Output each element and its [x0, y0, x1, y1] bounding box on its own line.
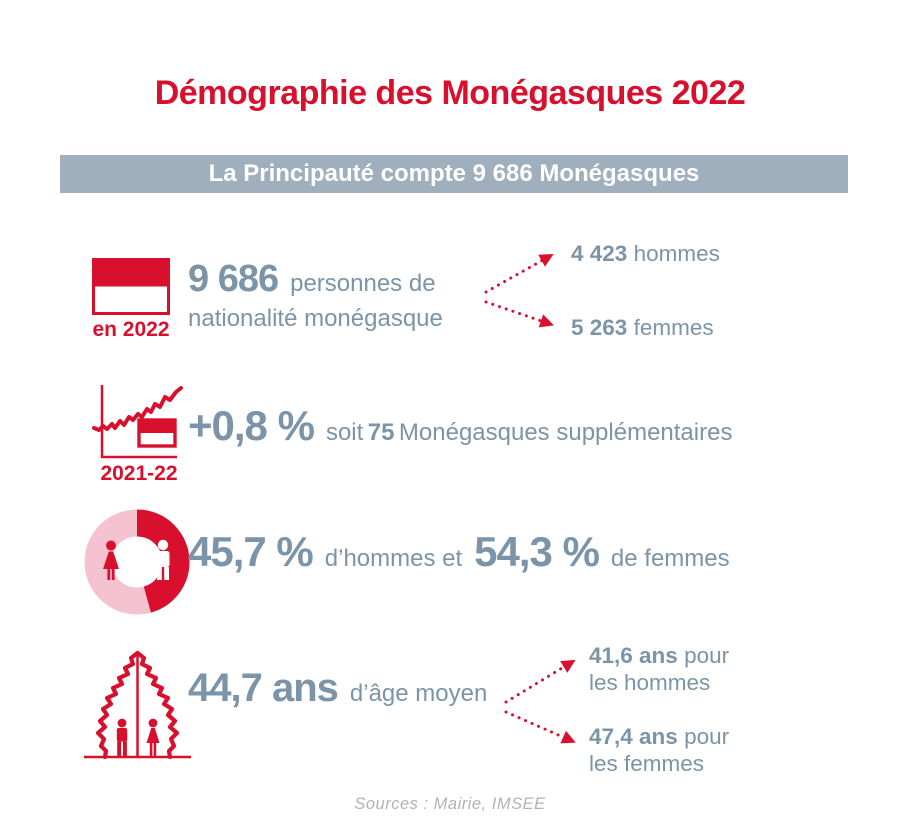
age-label: d’âge moyen — [349, 680, 488, 707]
gender-stat — [188, 528, 730, 576]
banner — [60, 155, 848, 193]
men-percent: 45,7 % — [188, 528, 313, 575]
population-label-1: personnes de — [290, 270, 436, 297]
population-stat — [188, 258, 443, 333]
population-split-arrows-icon — [478, 240, 573, 335]
women-count — [571, 315, 714, 342]
women-age-suffix: pour — [684, 724, 730, 749]
banner-text: La Principauté compte 9 686 Monégasques — [208, 160, 700, 187]
men-count-label: hommes — [633, 241, 720, 266]
age-split-arrows-icon — [498, 646, 593, 751]
arrow-to-women-age — [506, 712, 572, 741]
women-percent-label: de femmes — [610, 545, 730, 572]
women-count-label: femmes — [633, 315, 714, 340]
age-value: 44,7 ans — [188, 666, 338, 710]
page-title: Démographie des Monégasques 2022 — [154, 74, 746, 112]
pyramid-woman-icon — [147, 719, 160, 756]
growth-delta: 75 — [367, 419, 395, 446]
arrow-to-men — [486, 256, 550, 292]
population-value: 9 686 — [188, 258, 279, 300]
arrow-to-men-age — [506, 662, 572, 702]
pyramid-man-icon — [117, 719, 127, 756]
age-stat — [188, 666, 487, 711]
men-age — [589, 643, 729, 696]
monaco-flag-icon — [92, 258, 170, 315]
age-pyramid-icon — [80, 645, 195, 775]
men-count-value: 4 423 — [571, 241, 628, 266]
sources-note: Sources : Mairie, IMSEE — [354, 795, 546, 813]
men-age-line2: les hommes — [589, 669, 711, 695]
population-label-2: nationalité monégasque — [188, 305, 443, 332]
women-count-value: 5 263 — [571, 315, 628, 340]
women-age-value: 47,4 ans — [589, 724, 678, 749]
growth-text-after: Monégasques supplémentaires — [398, 419, 733, 446]
men-count — [571, 241, 720, 268]
growth-stat — [188, 402, 732, 450]
flag-caption: en 2022 — [92, 318, 170, 341]
growth-text-before: soit — [325, 419, 364, 446]
growth-value: +0,8 % — [188, 402, 314, 449]
men-percent-label: d’hommes et — [324, 545, 463, 572]
women-percent: 54,3 % — [474, 528, 599, 575]
men-age-value: 41,6 ans — [589, 643, 678, 668]
women-age-line2: les femmes — [589, 750, 705, 776]
gender-donut-chart — [84, 509, 190, 615]
arrow-to-women — [486, 302, 550, 324]
men-age-suffix: pour — [684, 643, 730, 668]
women-age — [589, 724, 729, 777]
growth-chart-icon — [92, 382, 192, 464]
growth-caption: 2021-22 — [100, 462, 178, 485]
